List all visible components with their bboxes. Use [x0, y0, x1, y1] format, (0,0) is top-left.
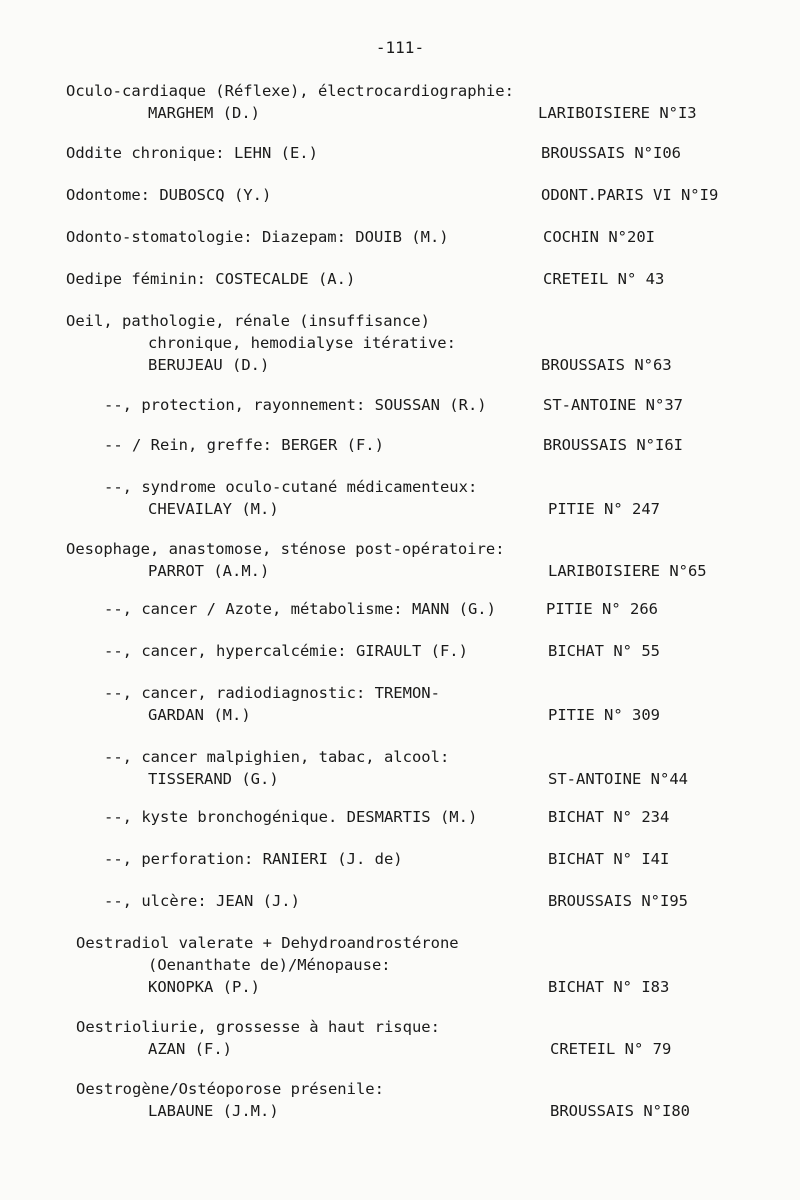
entry-text: --, cancer malpighien, tabac, alcool: — [104, 748, 450, 766]
entry-text: --, cancer / Azote, métabolisme: MANN (G.) — [104, 600, 496, 618]
entry-location: BROUSSAIS N°63 — [541, 356, 672, 374]
entry-text: KONOPKA (P.) — [148, 978, 260, 996]
index-entry — [0, 142, 800, 164]
entry-continuation — [0, 954, 800, 976]
entry-heading — [0, 682, 800, 704]
entry-text: Oculo-cardiaque (Réflexe), électrocardiographie: — [66, 82, 514, 100]
entry-text: Odontome: DUBOSCQ (Y.) — [66, 186, 272, 204]
entry-text: --, cancer, hypercalcémie: GIRAULT (F.) — [104, 642, 468, 660]
index-entry — [0, 848, 800, 870]
entry-text: Oeil, pathologie, rénale (insuffisance) — [66, 312, 430, 330]
entry-heading — [0, 538, 800, 560]
entry-text: MARGHEM (D.) — [148, 104, 260, 122]
entry-text: --, syndrome oculo-cutané médicamenteux: — [104, 478, 478, 496]
entry-text: --, ulcère: JEAN (J.) — [104, 892, 300, 910]
entry-location: BICHAT N° I83 — [548, 978, 670, 996]
entry-location: BROUSSAIS N°I6I — [543, 436, 683, 454]
entry-continuation — [0, 704, 800, 726]
entry-text: --, protection, rayonnement: SOUSSAN (R.) — [104, 396, 487, 414]
index-entry — [0, 538, 800, 582]
index-entry — [0, 476, 800, 520]
entry-continuation — [0, 1038, 800, 1060]
index-entry — [0, 394, 800, 416]
entry-text: --, cancer, radiodiagnostic: TREMON- — [104, 684, 440, 702]
entry-heading — [0, 268, 800, 290]
entry-location: BROUSSAIS N°I80 — [550, 1102, 690, 1120]
entry-text: GARDAN (M.) — [148, 706, 251, 724]
entry-text: CHEVAILAY (M.) — [148, 500, 279, 518]
entry-location: BICHAT N° 55 — [548, 642, 660, 660]
entry-location: CRETEIL N° 43 — [543, 270, 665, 288]
entry-text: Oestrioliurie, grossesse à haut risque: — [76, 1018, 440, 1036]
entry-heading — [0, 476, 800, 498]
index-entry — [0, 434, 800, 456]
index-entry — [0, 806, 800, 828]
entry-heading — [0, 598, 800, 620]
entry-location: BROUSSAIS N°I95 — [548, 892, 688, 910]
index-entry — [0, 184, 800, 206]
entry-continuation — [0, 354, 800, 376]
entry-location: ODONT.PARIS VI N°I9 — [541, 186, 719, 204]
entry-location: PITIE N° 247 — [548, 500, 660, 518]
entry-text: AZAN (F.) — [148, 1040, 232, 1058]
entry-heading — [0, 226, 800, 248]
entry-text: LABAUNE (J.M.) — [148, 1102, 279, 1120]
index-entry — [0, 890, 800, 912]
index-entry — [0, 80, 800, 124]
entry-text: PARROT (A.M.) — [148, 562, 270, 580]
index-entry — [0, 310, 800, 376]
entry-location: CRETEIL N° 79 — [550, 1040, 672, 1058]
entry-continuation — [0, 332, 800, 354]
entry-text: Oedipe féminin: COSTECALDE (A.) — [66, 270, 356, 288]
entry-heading — [0, 80, 800, 102]
page-number: -111- — [375, 38, 425, 57]
entry-location: BROUSSAIS N°I06 — [541, 144, 681, 162]
entry-text: --, perforation: RANIERI (J. de) — [104, 850, 403, 868]
entry-location: LARIBOISIERE N°I3 — [538, 104, 697, 122]
entry-location: BICHAT N° 234 — [548, 808, 670, 826]
entry-heading — [0, 848, 800, 870]
entry-location: PITIE N° 309 — [548, 706, 660, 724]
entry-heading — [0, 640, 800, 662]
entry-continuation — [0, 498, 800, 520]
entry-text: --, kyste bronchogénique. DESMARTIS (M.) — [104, 808, 478, 826]
index-entry — [0, 1078, 800, 1122]
index-entry — [0, 932, 800, 998]
entry-location: ST-ANTOINE N°44 — [548, 770, 688, 788]
index-entry — [0, 598, 800, 620]
entry-text: Oesophage, anastomose, sténose post-opératoire: — [66, 540, 505, 558]
entry-text: BERUJEAU (D.) — [148, 356, 270, 374]
entry-location: LARIBOISIERE N°65 — [548, 562, 707, 580]
entry-location: COCHIN N°20I — [543, 228, 655, 246]
entry-heading — [0, 1016, 800, 1038]
entry-text: Oddite chronique: LEHN (E.) — [66, 144, 318, 162]
entry-heading — [0, 746, 800, 768]
entry-location: PITIE N° 266 — [546, 600, 658, 618]
entry-text: Odonto-stomatologie: Diazepam: DOUIB (M.) — [66, 228, 449, 246]
entry-heading — [0, 806, 800, 828]
index-entry — [0, 226, 800, 248]
entry-continuation — [0, 976, 800, 998]
entry-heading — [0, 1078, 800, 1100]
entry-text: Oestradiol valerate + Dehydroandrostérone — [76, 934, 459, 952]
entry-text: -- / Rein, greffe: BERGER (F.) — [104, 436, 384, 454]
index-entry — [0, 640, 800, 662]
entry-heading — [0, 932, 800, 954]
index-entry — [0, 1016, 800, 1060]
entry-text: (Oenanthate de)/Ménopause: — [148, 956, 391, 974]
entry-text: Oestrogène/Ostéoporose présenile: — [76, 1080, 384, 1098]
index-entry — [0, 746, 800, 790]
entry-location: BICHAT N° I4I — [548, 850, 670, 868]
entry-text: TISSERAND (G.) — [148, 770, 279, 788]
entry-text: chronique, hemodialyse itérative: — [148, 334, 456, 352]
entry-location: ST-ANTOINE N°37 — [543, 396, 683, 414]
entry-heading — [0, 310, 800, 332]
index-entry — [0, 268, 800, 290]
index-entry — [0, 682, 800, 726]
